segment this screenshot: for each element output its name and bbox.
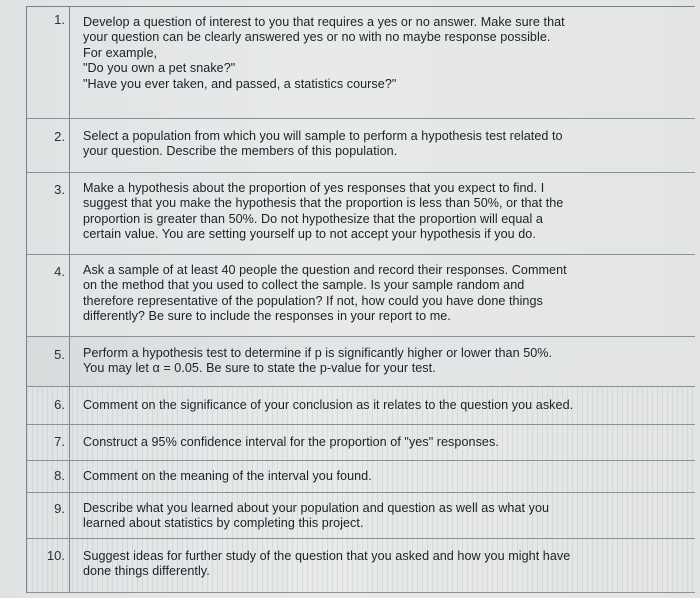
item-row-6 [27,387,695,425]
text-line: For example, [83,45,158,60]
item-text [83,398,685,413]
item-row-7 [27,425,695,461]
item-row-9 [27,493,695,539]
text-line: Perform a hypothesis test to determine if p is significantly higher or lower than 50%. [83,346,553,360]
item-text [83,346,685,377]
text-line: Develop a question of interest to you that requires a yes or no answer. Make sure that [83,15,565,29]
item-text [83,501,685,532]
item-number: 8. [27,461,70,492]
item-row-8 [27,461,695,493]
item-number: 4. [27,255,70,336]
item-row-10 [27,539,695,593]
text-line: done things differently. [83,564,210,579]
item-text [83,15,685,92]
text-line: Select a population from which you will sample to perform a hypothesis test related to [83,129,563,143]
item-text [83,549,685,580]
text-line: Comment on the meaning of the interval you found. [83,469,372,483]
text-line: your question can be clearly answered yes or no with no maybe response possible. [83,30,551,45]
item-row-5 [27,337,695,387]
text-line: therefore representative of the population? If not, how could you have done things [83,293,543,308]
item-text [83,181,685,243]
item-row-1 [27,7,695,119]
text-line: certain value. You are setting yourself up to not accept your hypothesis if you do. [83,227,536,242]
item-number: 6. [27,387,70,424]
item-row-4 [27,255,695,337]
text-line: You may let α = 0.05. Be sure to state the p-value for your test. [83,361,436,376]
text-line: learned about statistics by completing this project. [83,516,364,531]
item-row-2 [27,119,695,173]
text-line: Construct a 95% confidence interval for the proportion of "yes" responses. [83,435,499,449]
item-text [83,435,685,450]
text-line: differently? Be sure to include the responses in your report to me. [83,309,451,324]
text-line: Suggest ideas for further study of the question that you asked and how you might have [83,549,571,563]
text-line: your question. Describe the members of this population. [83,144,398,159]
text-line: Comment on the significance of your conclusion as it relates to the question you asked. [83,398,574,412]
text-line: Ask a sample of at least 40 people the question and record their responses. Comment [83,263,567,277]
item-text [83,263,685,325]
item-number: 5. [27,337,70,386]
text-line: on the method that you used to collect the sample. Is your sample random and [83,278,525,293]
item-number: 1. [27,7,70,118]
item-number: 9. [27,493,70,538]
item-text [83,129,685,160]
item-row-3 [27,173,695,255]
item-number: 2. [27,119,70,172]
item-text [83,469,685,484]
instructions-table [26,6,695,593]
text-line: "Have you ever taken, and passed, a statistics course?" [83,76,397,91]
text-line: "Do you own a pet snake?" [83,61,236,76]
text-line: suggest that you make the hypothesis that the proportion is less than 50%, or that the [83,196,564,211]
text-line: Describe what you learned about your population and question as well as what you [83,501,550,515]
item-number: 7. [27,425,70,460]
text-line: proportion is greater than 50%. Do not hypothesize that the proportion will equal a [83,211,543,226]
item-number: 10. [27,539,70,592]
text-line: Make a hypothesis about the proportion of yes responses that you expect to find. I [83,181,545,195]
item-number: 3. [27,173,70,254]
